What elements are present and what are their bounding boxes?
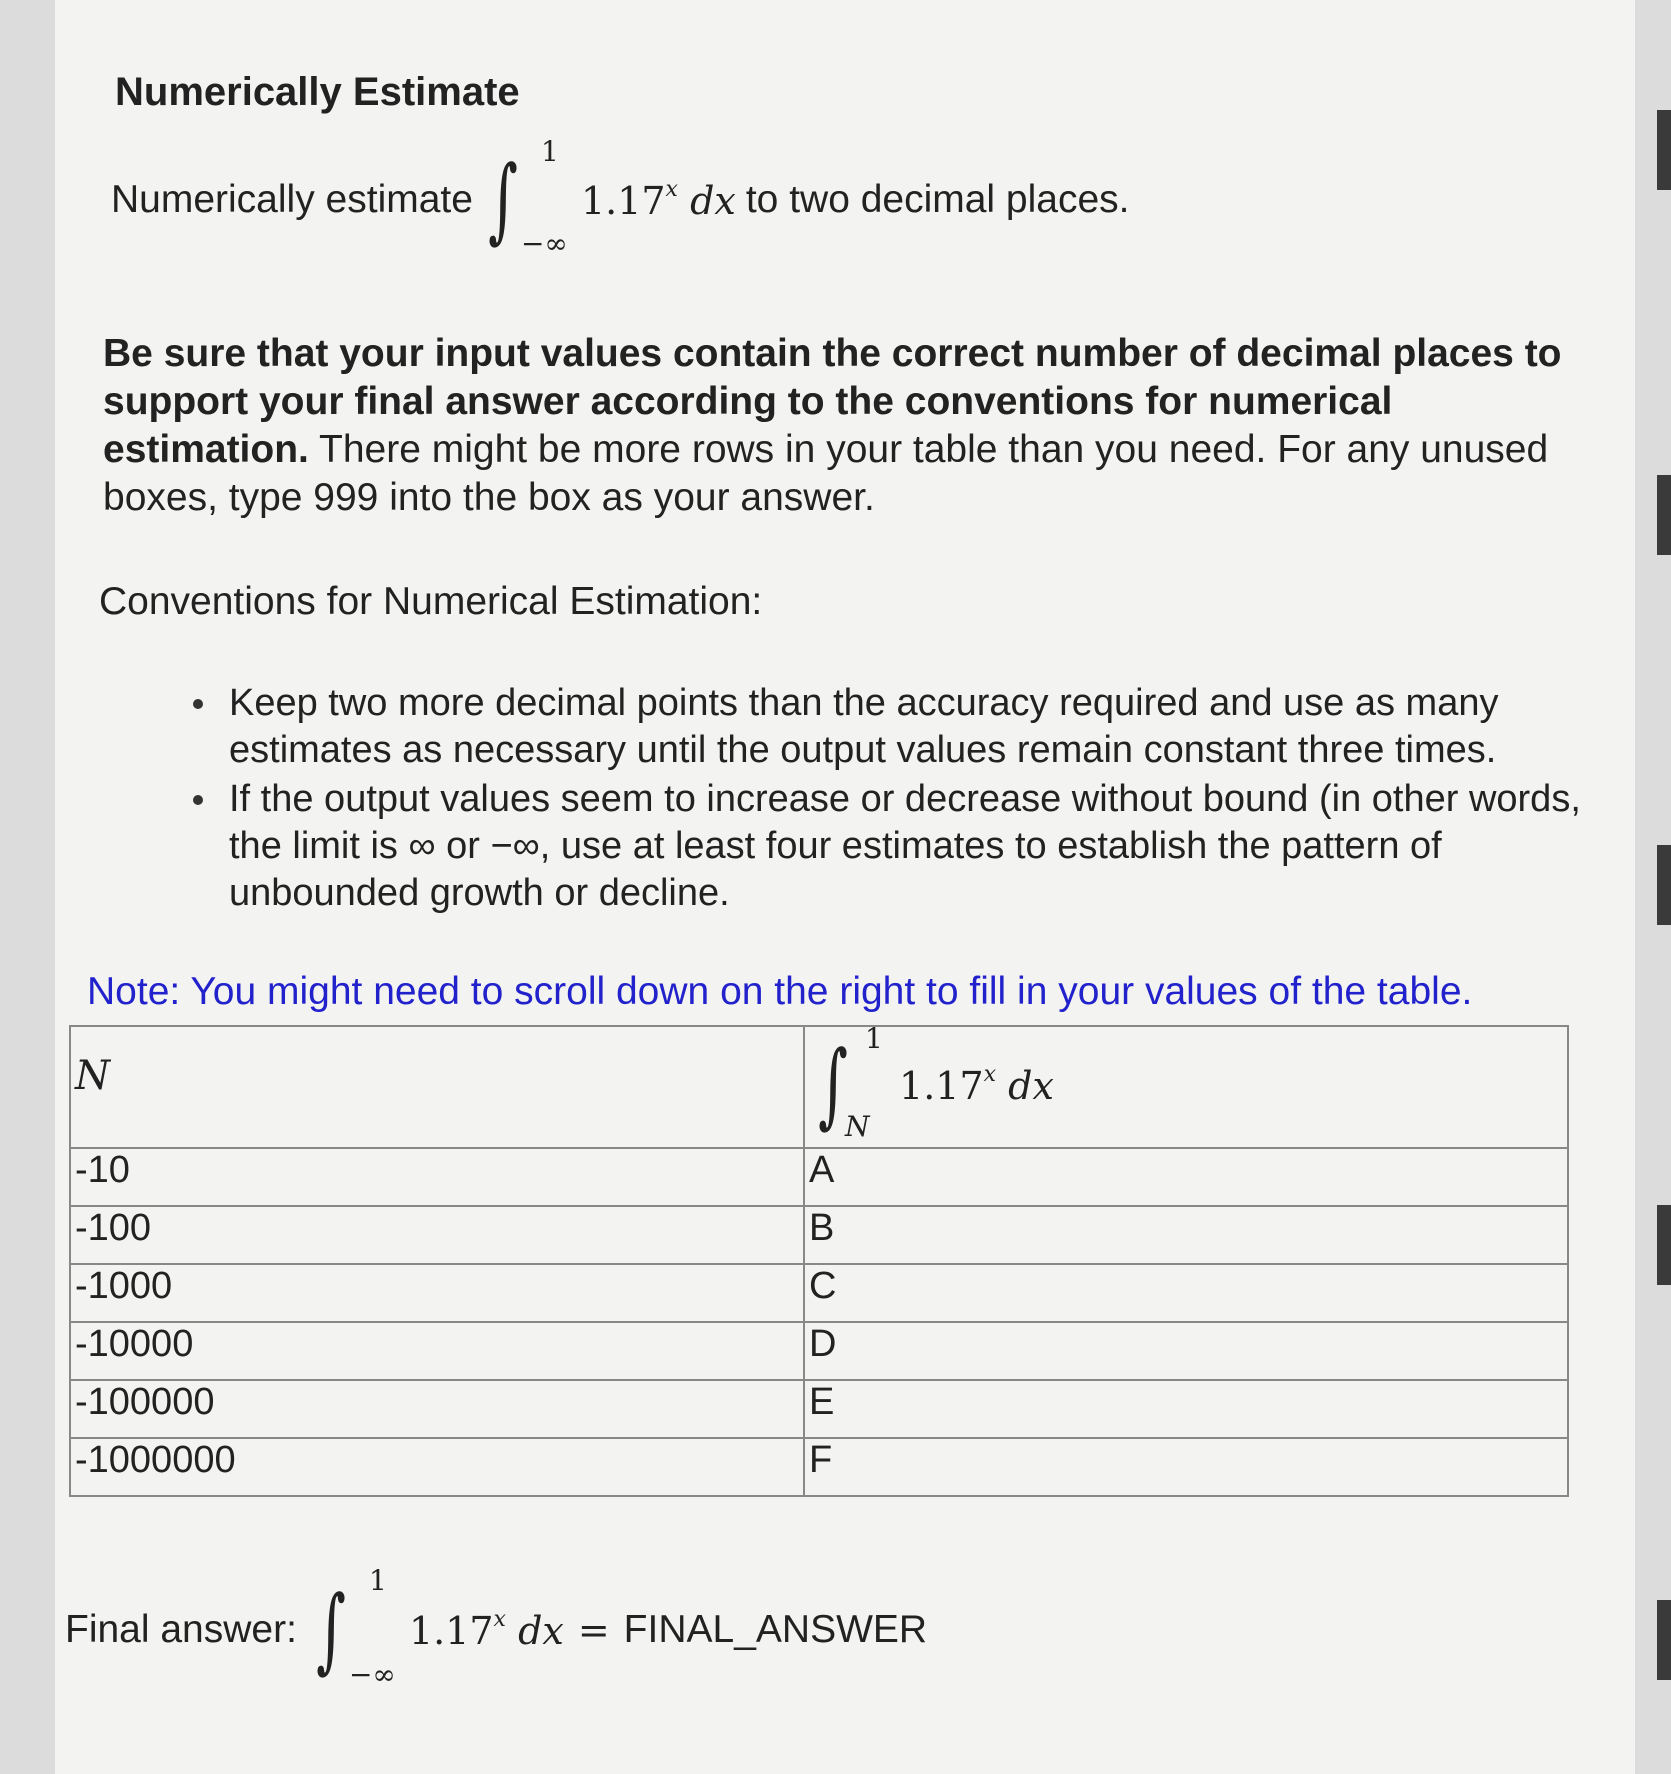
edge-mark [1657,1600,1671,1680]
page [55,0,1635,1774]
edge-mark [1657,110,1671,190]
header-integrand [899,1062,1054,1108]
list-item: Keep two more decimal points than the accuracy required and use as many estimates as necessary until the output values remain constant three times. [193,680,1633,774]
final-equals: = [577,1608,610,1652]
n-cell: -100000 [70,1380,804,1438]
final-differential: dx [518,1609,564,1653]
question-integral [479,135,571,260]
answer-box-a[interactable]: A [804,1148,1568,1206]
n-cell: -100 [70,1206,804,1264]
final-label: Final answer: [65,1608,297,1651]
scroll-note: Note: You might need to scroll down on the right to fill in your values of the table. [87,970,1473,1013]
table-row [70,1148,1568,1206]
question-prefix: Numerically estimate [111,178,473,221]
question-lower-limit: −∞ [520,227,568,260]
table-row [70,1438,1568,1496]
question-upper-limit: 1 [540,135,559,168]
header-integrand-base: 1.17 [899,1064,984,1108]
header-n-cell [70,1026,804,1148]
integral-sign-icon: ∫ [316,1576,346,1683]
table-row [70,1206,1568,1264]
integral-sign-icon: ∫ [818,1031,848,1138]
header-integrand-exp: x [983,1062,997,1087]
instructions-bold: Be sure that your input values contain the correct number of decimal places to support your final answer according to the conventions for numerical estimation. [103,332,1562,471]
question-integrand-exp: x [665,177,678,202]
header-n: N [75,1053,110,1099]
header-integral-cell [804,1022,1568,1148]
table-row [70,1264,1568,1322]
instructions-normal: There might be more rows in your table than you need. For any unused boxes, type 999 into the box as your answer. [103,428,1549,519]
table-row [70,1322,1568,1380]
estimation-table [69,1022,1569,1497]
answer-box-f[interactable]: F [804,1438,1568,1496]
final-answer [65,1564,928,1691]
edge-marks [1651,0,1671,1774]
table-row [70,1380,1568,1438]
integral-sign-icon: ∫ [488,146,518,253]
edge-mark [1657,475,1671,555]
answer-box-b[interactable]: B [804,1206,1568,1264]
question-text [111,135,1130,260]
header-upper-limit: 1 [865,1022,883,1055]
question-integrand-base: 1.17 [580,179,666,223]
header-differential: dx [1008,1064,1054,1108]
list-item: If the output values seem to increase or decrease without bound (in other words, the limit is ∞ or −∞, use at least four estimates to establish the pattern of unbounded growth or decline. [193,776,1633,917]
question-suffix: to two decimal places. [745,178,1130,221]
question-integrand [581,177,736,223]
edge-mark [1657,1205,1671,1285]
answer-box-d[interactable]: D [804,1322,1568,1380]
n-cell: -10000 [70,1322,804,1380]
n-cell: -1000 [70,1264,804,1322]
instructions [103,330,1583,522]
n-cell: -1000000 [70,1438,804,1496]
final-integrand-exp: x [493,1607,506,1632]
n-cell: -10 [70,1148,804,1206]
final-answer-box[interactable]: FINAL_ANSWER [623,1608,928,1651]
page-title: Numerically Estimate [115,70,520,114]
conventions-list [183,680,1633,919]
answer-box-e[interactable]: E [804,1380,1568,1438]
question-differential: dx [690,179,736,223]
final-upper-limit: 1 [368,1564,387,1597]
answer-box-c[interactable]: C [804,1264,1568,1322]
header-integral [809,1022,1563,1143]
final-integral [307,1564,399,1691]
edge-mark [1657,845,1671,925]
final-lower-limit: −∞ [348,1658,396,1691]
table-header-row [70,1026,1568,1148]
final-integrand-base: 1.17 [408,1609,494,1653]
conventions-heading: Conventions for Numerical Estimation: [99,580,763,623]
final-integrand [409,1607,564,1653]
header-lower-limit: N [845,1110,870,1143]
